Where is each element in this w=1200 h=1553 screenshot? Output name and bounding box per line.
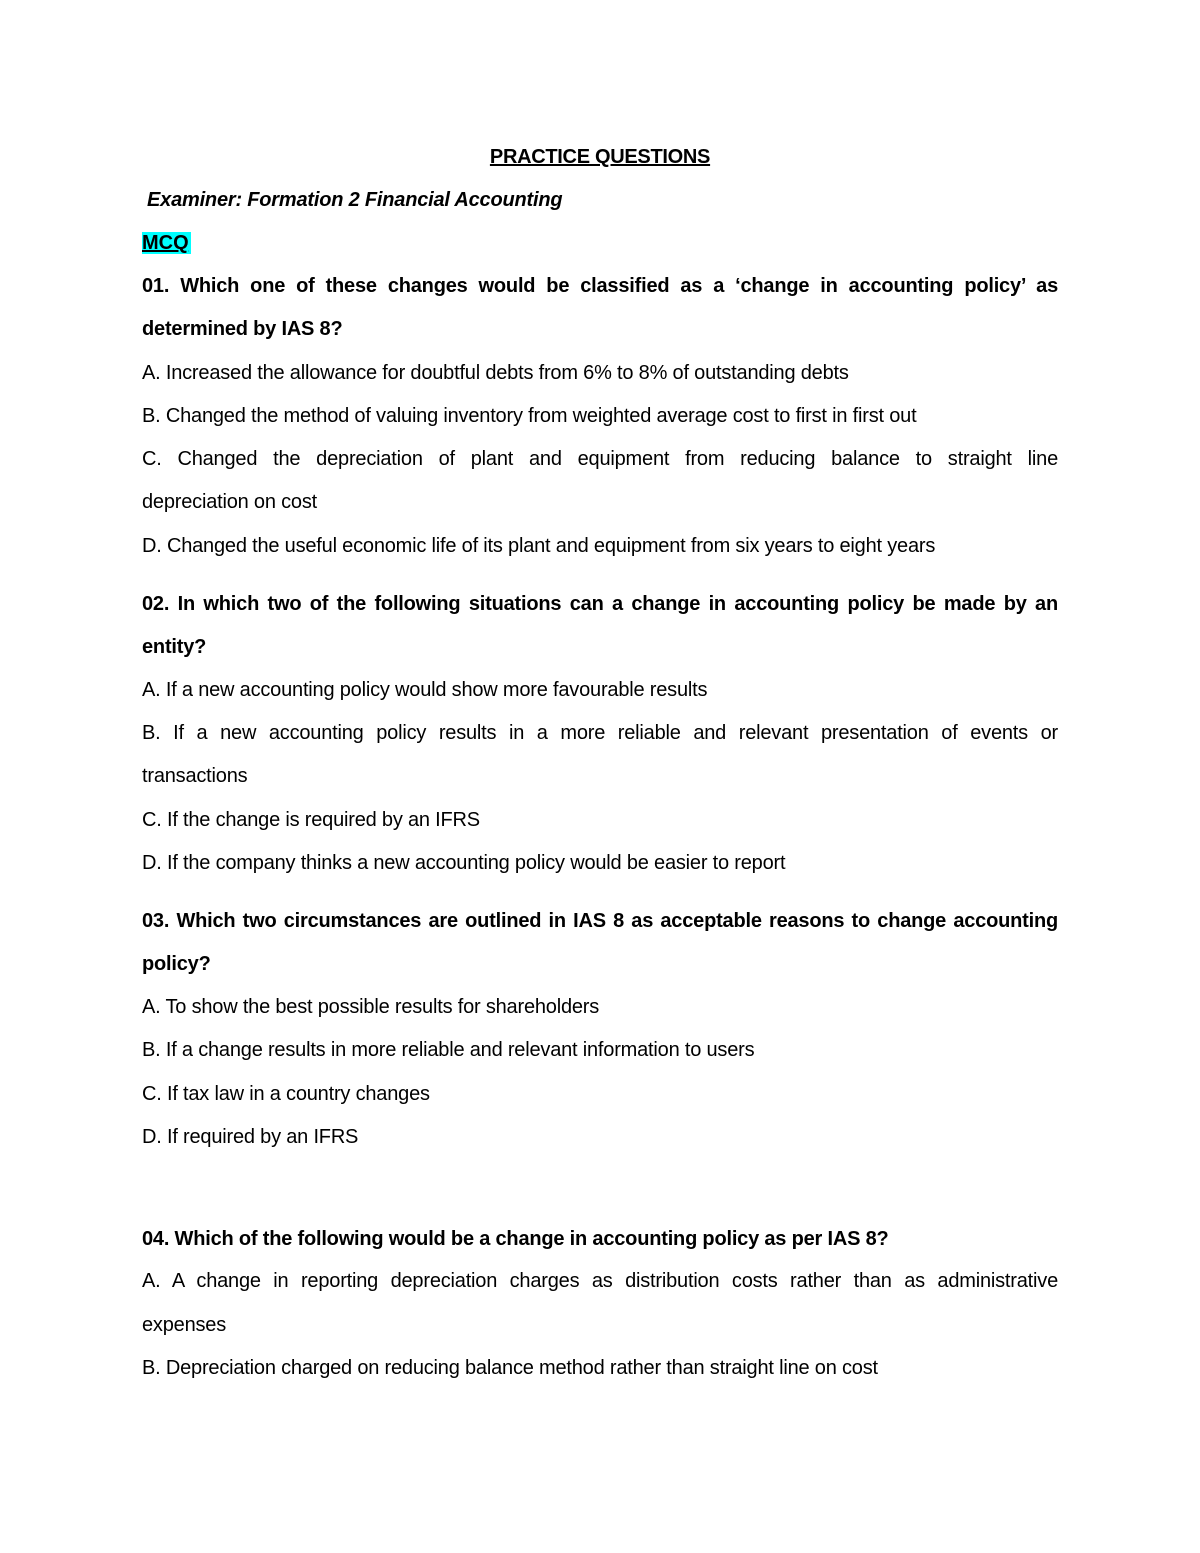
question-03-option-b: B. If a change results in more reliable and relevant information to users [142, 1039, 755, 1061]
question-03-text-line1: 03. Which two circumstances are outlined in IAS 8 as acceptable reasons to change accounting [142, 910, 1058, 932]
question-02-option-a: A. If a new accounting policy would show more favourable results [142, 679, 708, 701]
question-02-option-b: B. If a new accounting policy results in a more reliable and relevant presentation of events or [142, 722, 1058, 744]
question-01-option-c: C. Changed the depreciation of plant and equipment from reducing balance to straight line [142, 448, 1058, 470]
question-01-option-a: A. Increased the allowance for doubtful debts from 6% to 8% of outstanding debts [142, 362, 849, 384]
question-02-option-b-cont: transactions [142, 765, 248, 787]
question-04-option-a: A. A change in reporting depreciation charges as distribution costs rather than as administrative [142, 1270, 1058, 1292]
question-03-option-d: D. If required by an IFRS [142, 1126, 359, 1148]
question-04-option-a-cont: expenses [142, 1314, 227, 1336]
question-03-option-a: A. To show the best possible results for shareholders [142, 996, 600, 1018]
mcq-heading [142, 230, 191, 256]
question-03-option-c: C. If tax law in a country changes [142, 1083, 430, 1105]
question-04-text-line1: 04. Which of the following would be a change in accounting policy as per IAS 8? [142, 1228, 889, 1250]
question-02-option-c: C. If the change is required by an IFRS [142, 809, 480, 831]
examiner-line: Examiner: Formation 2 Financial Accounting [147, 189, 563, 211]
page-title: PRACTICE QUESTIONS [489, 146, 711, 168]
question-01-option-c-cont: depreciation on cost [142, 491, 318, 513]
question-02-text-line2: entity? [142, 636, 207, 658]
question-02-text-line1: 02. In which two of the following situations can a change in accounting policy be made by an [142, 593, 1058, 615]
question-01-text-line1: 01. Which one of these changes would be classified as a ‘change in accounting policy’ as [142, 275, 1058, 297]
question-02-option-d: D. If the company thinks a new accounting policy would be easier to report [142, 852, 786, 874]
question-04-option-b: B. Depreciation charged on reducing balance method rather than straight line on cost [142, 1357, 878, 1379]
question-01-option-b: B. Changed the method of valuing inventory from weighted average cost to first in first out [142, 405, 917, 427]
mcq-label: MCQ [142, 232, 189, 254]
question-01-option-d: D. Changed the useful economic life of its plant and equipment from six years to eight years [142, 535, 936, 557]
question-03-text-line2: policy? [142, 953, 211, 975]
question-01-text-line2: determined by IAS 8? [142, 318, 343, 340]
